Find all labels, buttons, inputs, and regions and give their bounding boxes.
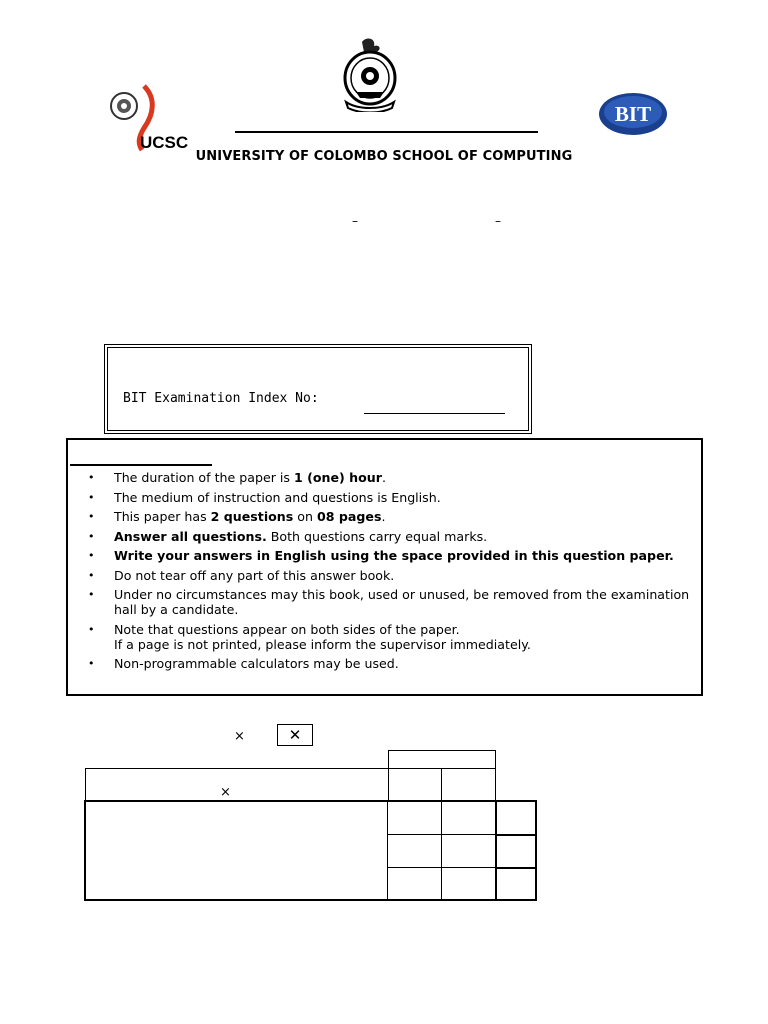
marks-table-divider (387, 801, 388, 900)
instructions-heading-rule (70, 464, 212, 466)
university-crest-logo (340, 38, 400, 112)
marks-table-divider (441, 801, 442, 900)
instruction-text: Note that questions appear on both sides of the paper. (114, 621, 460, 637)
instruction-item (86, 587, 692, 617)
instructions-list (86, 470, 692, 676)
instruction-item (86, 622, 692, 652)
instruction-text: Write your answers in English using the space provided in this question paper. (114, 548, 674, 563)
instruction-item (86, 529, 692, 544)
bit-logo (598, 92, 668, 136)
instruction-text: Non-programmable calculators may be used. (114, 656, 399, 671)
multiply-symbol-table: × (220, 785, 231, 800)
marks-table-cell (441, 768, 496, 802)
instruction-text: Do not tear off any part of this answer book. (114, 567, 395, 583)
marks-table-row-line (496, 834, 537, 836)
instruction-text: The duration of the paper is (114, 470, 294, 485)
marks-table-row-line (496, 867, 537, 869)
multiply-symbol: × (234, 729, 245, 744)
index-number-label: BIT Examination Index No: (123, 391, 319, 406)
marks-table-divider (495, 801, 497, 900)
marks-table-header (388, 750, 496, 769)
index-number-box (104, 344, 532, 434)
instruction-text: Answer all questions. (114, 528, 267, 544)
instruction-text: If a page is not printed, please inform the supervisor immediately. (114, 636, 531, 652)
instruction-item (86, 548, 692, 563)
instruction-text: 1 (one) hour (293, 470, 382, 485)
instruction-item (86, 490, 692, 505)
instruction-item (86, 509, 692, 524)
instruction-text: The medium of instruction and questions is English. (114, 489, 441, 505)
instruction-item (86, 568, 692, 583)
instruction-text: 08 pages (316, 509, 382, 524)
instruction-item (86, 470, 692, 485)
svg-text:UCSC: UCSC (140, 133, 189, 152)
university-title: UNIVERSITY OF COLOMBO SCHOOL OF COMPUTING (195, 149, 573, 164)
instruction-text: . (381, 509, 386, 524)
multiply-box: ✕ (277, 724, 313, 746)
instruction-text: This paper has (114, 509, 211, 524)
instruction-text: . (381, 470, 386, 485)
marks-table-cell (388, 768, 442, 802)
index-number-field[interactable] (364, 413, 505, 414)
instruction-text: 2 questions (210, 509, 294, 524)
header-rule (235, 131, 538, 133)
marks-table-label-cell (85, 768, 389, 802)
svg-text:BIT: BIT (614, 102, 652, 126)
instruction-item (86, 656, 692, 671)
title-dash-right: – (495, 214, 501, 228)
instruction-text: on (293, 509, 317, 524)
title-dash-left: – (352, 214, 358, 228)
marks-table-body (84, 800, 537, 901)
ucsc-logo (104, 84, 192, 154)
instruction-text: Under no circumstances may this book, used or unused, be removed from the examination hall by a candidate. (114, 587, 690, 617)
instruction-text: Both questions carry equal marks. (266, 528, 488, 544)
